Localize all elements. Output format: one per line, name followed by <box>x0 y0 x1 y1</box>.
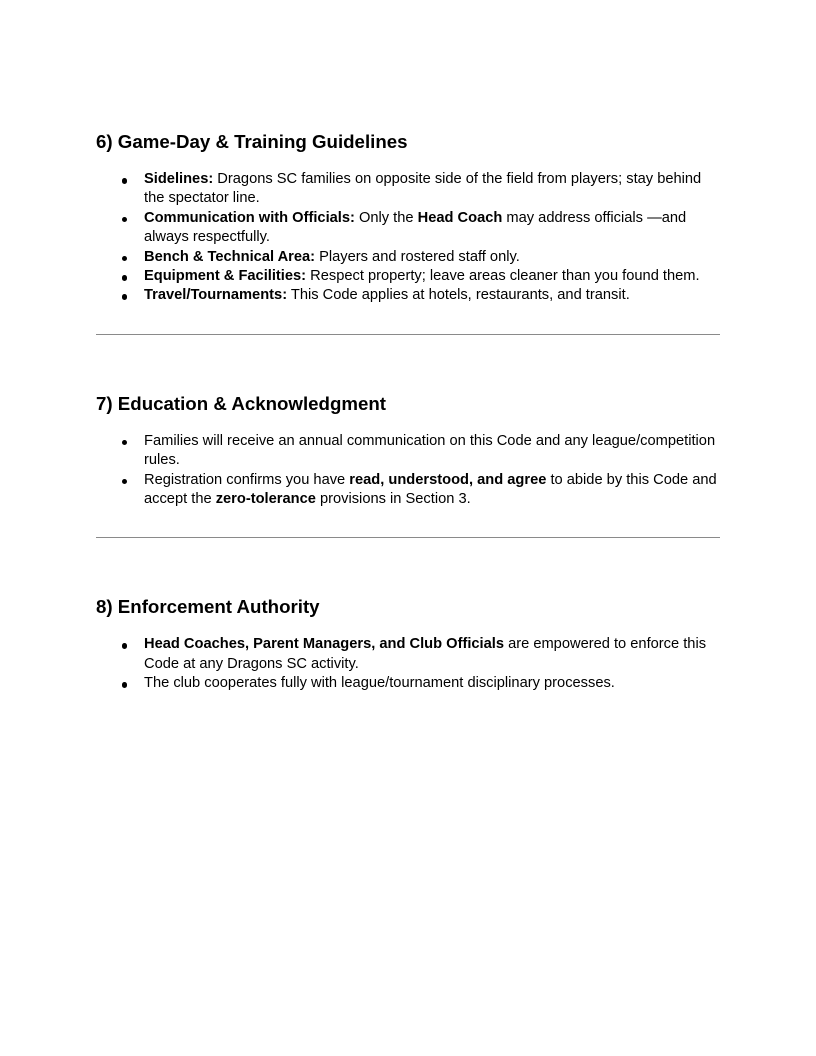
list-item <box>144 674 720 693</box>
section-7-bullet-list <box>96 432 720 510</box>
list-item <box>144 209 720 248</box>
list-item-text: Communication with Officials: Only the Head Coach may address officials —and always respectfully. <box>144 209 687 246</box>
list-item-text: Equipment & Facilities: Respect property; leave areas cleaner than you found them. <box>144 268 700 285</box>
bullet-icon <box>122 440 128 446</box>
list-item <box>144 286 720 305</box>
bullet-icon <box>122 294 128 300</box>
section-8-bullet-list <box>96 635 720 693</box>
bullet-icon <box>122 178 128 184</box>
list-item-text: Families will receive an annual communication on this Code and any league/competition rules. <box>144 432 716 469</box>
list-item <box>144 248 720 267</box>
list-item <box>144 267 720 286</box>
section-divider <box>96 537 720 538</box>
bullet-icon <box>122 479 128 485</box>
section-6-bullet-list <box>96 170 720 306</box>
bullet-icon <box>122 217 128 223</box>
list-item <box>144 635 720 674</box>
section-divider <box>96 334 720 335</box>
list-item <box>144 432 720 471</box>
list-item <box>144 170 720 209</box>
list-item-text: Registration confirms you have read, understood, and agree to abide by this Code and accept the zero‑tolerance provisions in Section 3. <box>144 471 717 508</box>
section-8-heading: 8) Enforcement Authority <box>96 596 320 618</box>
list-item-text: The club cooperates fully with league/tournament disciplinary processes. <box>144 675 615 692</box>
list-item-text: Travel/Tournaments: This Code applies at hotels, restaurants, and transit. <box>144 287 630 304</box>
bullet-icon <box>122 256 128 262</box>
bullet-icon <box>122 275 128 281</box>
list-item-text: Head Coaches, Parent Managers, and Club Officials are empowered to enforce this Code at any Dragons SC activity. <box>144 636 707 672</box>
list-item <box>144 471 720 510</box>
section-6-heading: 6) Game‑Day & Training Guidelines <box>96 131 408 152</box>
list-item-text: Sidelines: Dragons SC families on opposite side of the field from players; stay behind the spectator line. <box>144 171 702 207</box>
bullet-icon <box>122 682 128 688</box>
bullet-icon <box>122 643 128 649</box>
list-item-text: Bench & Technical Area: Players and rostered staff only. <box>144 248 520 265</box>
section-7-heading: 7) Education & Acknowledgment <box>96 392 387 414</box>
